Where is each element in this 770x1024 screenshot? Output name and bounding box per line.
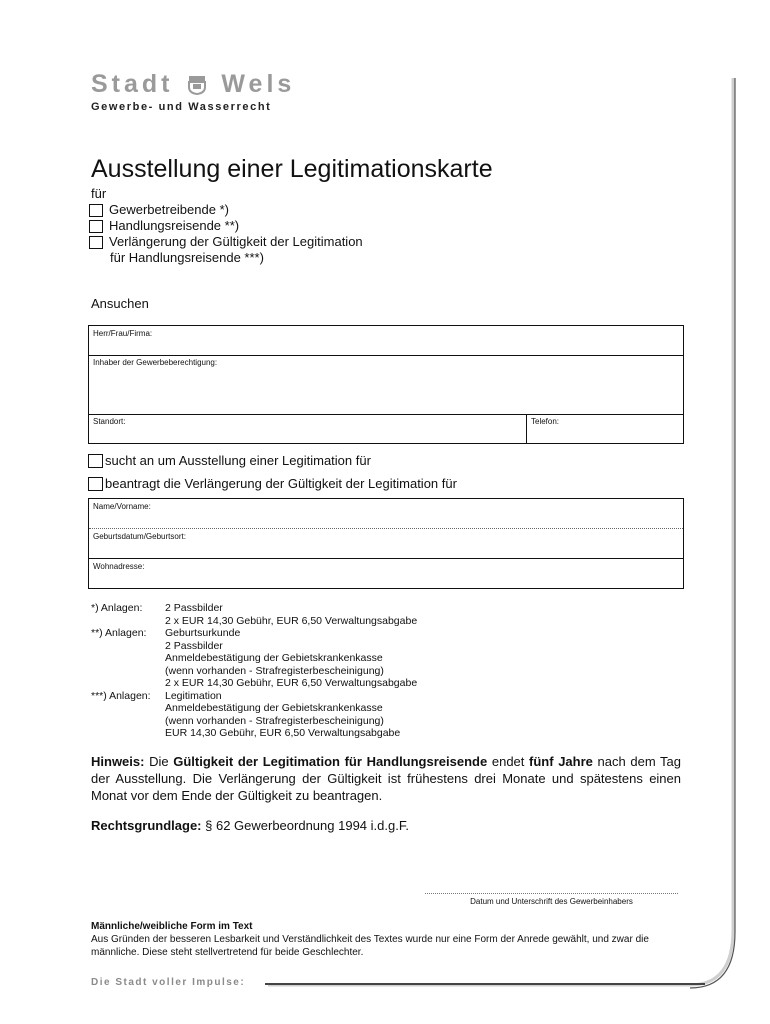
holder-field-label: Inhaber der Gewerbeberechtigung:	[93, 358, 218, 367]
option-handlungsreisende[interactable]	[89, 218, 239, 233]
attachment-item: Anmeldebestätigung der Gebietskrankenkasse	[165, 652, 383, 664]
notice-bold: Gültigkeit der Legitimation für Handlungsreisende	[173, 754, 488, 769]
notice-head: Hinweis:	[91, 754, 145, 769]
name-field-label: Herr/Frau/Firma:	[93, 329, 153, 338]
attachment-item: EUR 14,30 Gebühr, EUR 6,50 Verwaltungsabgabe	[165, 727, 401, 739]
attachment-item: (wenn vorhanden - Strafregisterbescheinigung)	[165, 664, 384, 677]
phone-field-label: Telefon:	[531, 417, 560, 426]
brand-wels: Wels	[221, 70, 296, 98]
option-continuation: für Handlungsreisende ***)	[110, 250, 264, 265]
footer-rule	[265, 983, 705, 985]
request-issue[interactable]	[88, 453, 371, 468]
attachment-item: 2 Passbilder	[165, 602, 223, 614]
phone-field[interactable]	[527, 414, 683, 444]
legal-basis	[91, 818, 409, 833]
attachment-item: Legitimation	[165, 689, 222, 702]
attachment-item: Anmeldebestätigung der Gebietskrankenkasse	[165, 702, 383, 714]
notice-bold: fünf Jahre	[529, 754, 593, 769]
option-label: Handlungsreisende **)	[109, 218, 240, 233]
attachment-item: 2 x EUR 14,30 Gebühr, EUR 6,50 Verwaltungsabgabe	[165, 614, 418, 627]
birth-field[interactable]	[89, 529, 683, 559]
validity-notice	[91, 753, 681, 804]
attachment-item: 2 Passbilder	[165, 639, 223, 652]
checkbox-issue[interactable]	[88, 454, 103, 468]
attachment-label-1: *) Anlagen:	[91, 602, 143, 614]
footer-slogan: Die Stadt voller Impulse:	[91, 977, 246, 988]
address-label: Wohnadresse:	[93, 562, 145, 571]
option-label: Gewerbetreibende *)	[109, 202, 229, 217]
gender-note-text: Aus Gründen der besseren Lesbarkeit und Verständlichkeit des Textes wurde nur eine Form der Anrede gewählt, und zwar die männliche. Diese steht stellvertretend für beide Geschlechter.	[91, 934, 649, 958]
department-name: Gewerbe- und Wasserrecht	[91, 101, 272, 113]
form-title: Ausstellung einer Legitimationskarte	[91, 155, 493, 183]
person-name-label: Name/Vorname:	[93, 502, 151, 511]
attachment-item: 2 x EUR 14,30 Gebühr, EUR 6,50 Verwaltungsabgabe	[165, 677, 418, 689]
attachment-label-2: **) Anlagen:	[91, 627, 147, 639]
city-crest-icon	[188, 73, 206, 102]
option-gewerbetreibende[interactable]	[89, 202, 229, 217]
option-label: Verlängerung der Gültigkeit der Legitimation	[109, 234, 363, 249]
request-extension[interactable]	[88, 476, 457, 491]
request-extension-label: beantragt die Verlängerung der Gültigkeit der Legitimation für	[105, 476, 457, 491]
city-brand	[91, 70, 295, 102]
applicant-form	[88, 325, 684, 444]
request-heading: Ansuchen	[91, 296, 149, 311]
checkbox-extension[interactable]	[88, 477, 103, 491]
holder-field[interactable]	[89, 355, 683, 414]
birth-label: Geburtsdatum/Geburtsort:	[93, 532, 186, 541]
location-field-label: Standort:	[93, 417, 126, 426]
notice-text: Die	[144, 754, 174, 769]
name-field[interactable]	[89, 326, 683, 355]
attachment-item: Geburtsurkunde	[165, 627, 241, 639]
signature-label: Datum und Unterschrift des Gewerbeinhabers	[470, 897, 633, 906]
option-verlaengerung[interactable]	[89, 234, 363, 249]
checkbox-gewerbetreibende[interactable]	[89, 204, 103, 217]
attachment-item: (wenn vorhanden - Strafregisterbescheinigung)	[165, 714, 384, 727]
legal-text: § 62 Gewerbeordnung 1994 i.d.g.F.	[201, 818, 409, 833]
notice-text: endet	[487, 754, 530, 769]
location-field[interactable]	[89, 414, 525, 444]
brand-stadt: Stadt	[91, 70, 174, 98]
notice-text: nach dem Tag der Ausstellung. Die Verlängerung der Gültigkeit ist frühestens drei Monate und spätestens einen Monat vor dem Ende der Gültigkeit zu beantragen.	[91, 754, 682, 803]
person-name-field[interactable]	[89, 499, 683, 529]
request-issue-label: sucht an um Ausstellung einer Legitimation für	[105, 453, 371, 468]
checkbox-verlaengerung[interactable]	[89, 236, 103, 249]
gender-note-heading: Männliche/weibliche Form im Text	[91, 921, 253, 932]
legal-head: Rechtsgrundlage:	[91, 818, 202, 833]
for-label: für	[91, 186, 107, 201]
signature-line[interactable]	[425, 893, 678, 894]
address-field[interactable]	[89, 559, 683, 589]
attachment-label-3: ***) Anlagen:	[91, 689, 151, 702]
person-form	[88, 498, 684, 589]
checkbox-handlungsreisende[interactable]	[89, 220, 103, 233]
